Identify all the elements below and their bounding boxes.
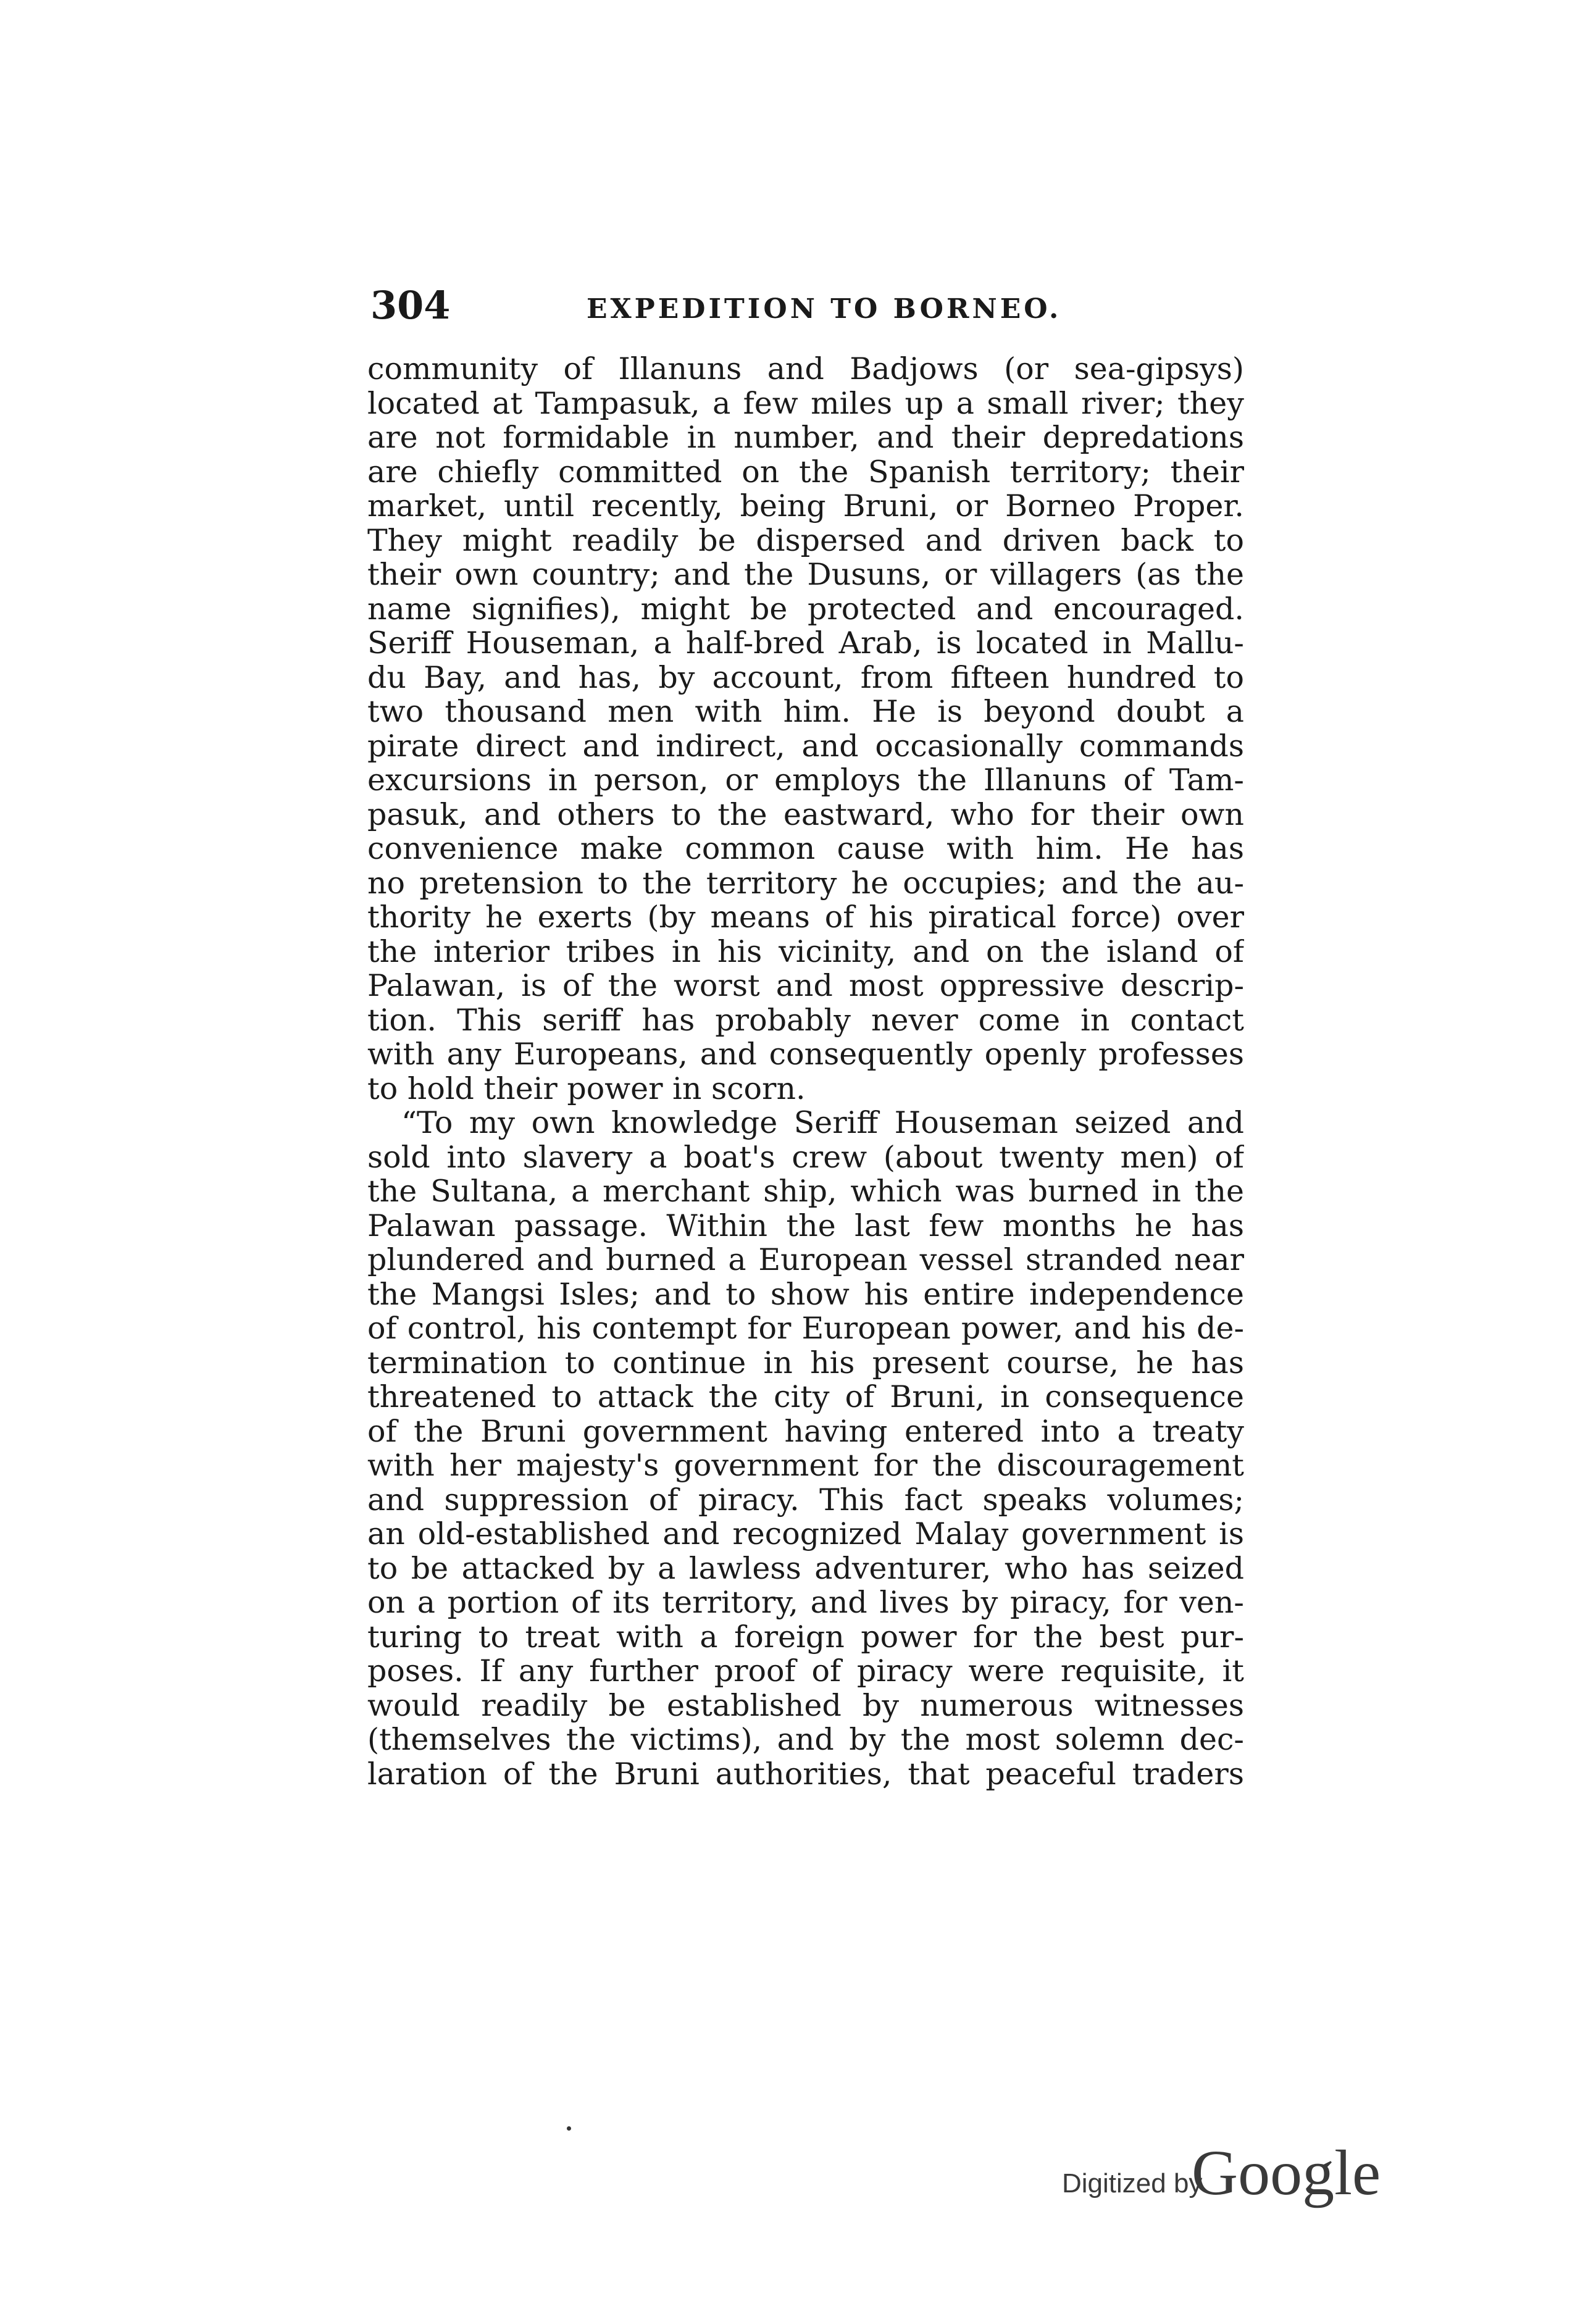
text-line: laration of the Bruni authorities, that peaceful traders [367, 1756, 1244, 1791]
text-line: “To my own knowledge Seriff Houseman seized and [401, 1106, 1244, 1140]
text-line: pirate direct and indirect, and occasionally commands [367, 729, 1244, 763]
text-line: poses. If any further proof of piracy were requisite, it [367, 1654, 1244, 1689]
text-line: They might readily be dispersed and driven back to [367, 523, 1244, 558]
body-text [367, 352, 1244, 1791]
text-line: their own country; and the Dusuns, or villagers (as the [367, 558, 1244, 592]
text-line: Palawan, is of the worst and most oppressive descrip- [367, 969, 1244, 1003]
text-line: turing to treat with a foreign power for the best pur- [367, 1619, 1244, 1654]
text-line: excursions in person, or employs the Illanuns of Tam- [367, 763, 1244, 798]
digitized-watermark [1062, 2136, 1408, 2210]
text-line: du Bay, and has, by account, from fifteen hundred to [367, 660, 1244, 695]
text-line: with her majesty's government for the discouragement [367, 1448, 1244, 1483]
text-line: and suppression of piracy. This fact speaks volumes; [367, 1482, 1244, 1517]
text-line: of the Bruni government having entered into a treaty [367, 1414, 1244, 1448]
text-line: Seriff Houseman, a half-bred Arab, is located in Mallu- [367, 626, 1244, 661]
text-line: thority he exerts (by means of his piratical force) over [367, 900, 1244, 935]
text-line: market, until recently, being Bruni, or Borneo Proper. [367, 489, 1244, 524]
google-logo: Google [1192, 2137, 1381, 2208]
text-line: with any Europeans, and consequently openly professes [367, 1037, 1244, 1072]
text-line: the interior tribes in his vicinity, and on the island of [367, 934, 1244, 969]
text-line: to hold their power in scorn. [367, 1071, 806, 1106]
text-line: (themselves the victims), and by the most solemn dec- [367, 1723, 1244, 1757]
text-line: termination to continue in his present course, he has [367, 1345, 1244, 1380]
text-line: the Mangsi Isles; and to show his entire independence [367, 1277, 1244, 1311]
text-line: convenience make common cause with him. He has [367, 832, 1244, 866]
text-line: threatened to attack the city of Bruni, in consequence [367, 1380, 1244, 1414]
text-line: pasuk, and others to the eastward, who for their own [367, 797, 1244, 832]
running-title: EXPEDITION TO BORNEO. [587, 293, 1062, 325]
text-line: no pretension to the territory he occupies; and the au- [367, 866, 1244, 900]
text-line: Palawan passage. Within the last few months he has [367, 1208, 1244, 1243]
text-line: would readily be established by numerous witnesses [367, 1688, 1244, 1723]
text-line: of control, his contempt for European power, and his de- [367, 1311, 1244, 1346]
text-line: plundered and burned a European vessel stranded near [367, 1243, 1244, 1277]
text-line: located at Tampasuk, a few miles up a small river; they [367, 386, 1244, 420]
text-line: an old-established and recognized Malay government is [367, 1517, 1244, 1551]
scan-speck [567, 2126, 571, 2131]
text-line: tion. This seriff has probably never come in contact [367, 1003, 1244, 1037]
text-line: to be attacked by a lawless adventurer, who has seized [367, 1551, 1244, 1585]
text-line: on a portion of its territory, and lives by piracy, for ven- [367, 1585, 1244, 1620]
text-line: are not formidable in number, and their depredations [367, 420, 1244, 455]
text-line: sold into slavery a boat's crew (about twenty men) of [367, 1140, 1244, 1174]
text-line: name signifies), might be protected and encouraged. [367, 591, 1244, 626]
text-line: two thousand men with him. He is beyond doubt a [367, 695, 1244, 729]
running-head [370, 281, 1235, 330]
text-line: are chiefly committed on the Spanish territory; their [367, 454, 1244, 489]
watermark-prefix: Digitized by [1062, 2168, 1203, 2199]
text-line: community of Illanuns and Badjows (or sea-gipsys) [367, 352, 1244, 386]
page-number: 304 [370, 283, 451, 328]
text-line: the Sultana, a merchant ship, which was burned in the [367, 1174, 1244, 1209]
